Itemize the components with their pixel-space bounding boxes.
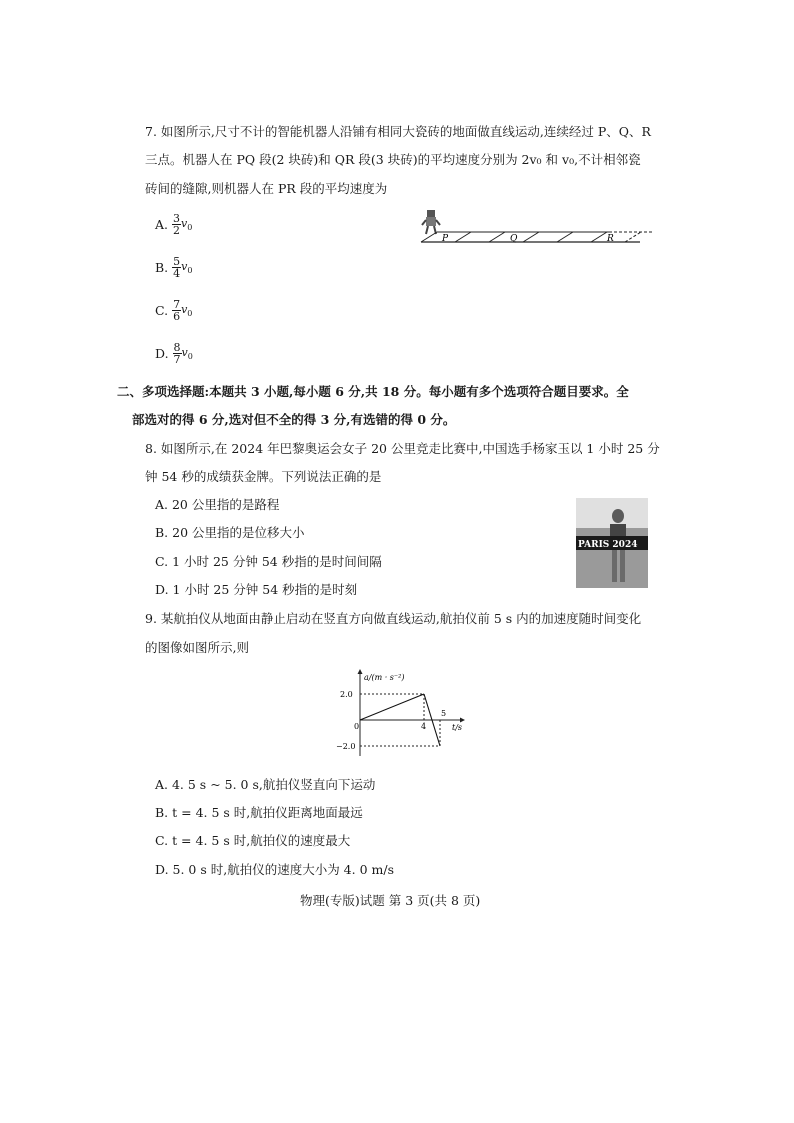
q7-line-1: 7. 如图所示,尺寸不计的智能机器人沿铺有相同大瓷砖的地面做直线运动,连续经过 P、Q、R — [145, 124, 651, 139]
q7-line-3: 砖间的缝隙,则机器人在 PR 段的平均速度为 — [145, 181, 388, 196]
q7-tile-figure — [415, 208, 655, 248]
x-axis-label: t/s — [452, 723, 463, 732]
q7-option-c[interactable]: C. $\frac{7}{6}$ $v_0$ — [155, 298, 193, 323]
acceleration-time-chart — [330, 668, 475, 758]
y-axis-arrow — [358, 669, 363, 674]
q9-line-2: 的图像如图所示,则 — [145, 640, 249, 655]
athlete-photo — [576, 498, 648, 588]
q7-option-d[interactable]: D. $\frac{8}{7}$ $v_0$ — [155, 341, 193, 366]
q9-option-c[interactable]: C. t = 4. 5 s 时,航拍仪的速度最大 — [155, 833, 351, 848]
q7-line-2: 三点。机器人在 PQ 段(2 块砖)和 QR 段(3 块砖)的平均速度分别为 2v₀ 和 v₀,不计相邻瓷 — [145, 152, 641, 167]
label-q: Q — [510, 234, 518, 244]
finish-tape-text: PARIS 2024 — [578, 540, 638, 550]
tick-label: 4 — [421, 722, 427, 731]
x-axis-arrow — [460, 718, 465, 723]
q8-line-1: 8. 如图所示,在 2024 年巴黎奥运会女子 20 公里竞走比赛中,中国选手杨家玉以 1 小时 25 分 — [145, 441, 660, 456]
q8-line-2: 钟 54 秒的成绩获金牌。下列说法正确的是 — [145, 469, 382, 484]
q9-option-d[interactable]: D. 5. 0 s 时,航拍仪的速度大小为 4. 0 m/s — [155, 862, 394, 877]
tick-label: −2.0 — [336, 742, 356, 751]
q8-option-d[interactable]: D. 1 小时 25 分钟 54 秒指的是时刻 — [155, 582, 358, 597]
tick-label: 0 — [354, 722, 360, 731]
q8-option-b[interactable]: B. 20 公里指的是位移大小 — [155, 525, 305, 540]
tick-label: 5 — [441, 709, 447, 718]
section-2-heading-cont: 部选对的得 6 分,选对但不全的得 3 分,有选错的得 0 分。 — [132, 412, 456, 427]
section-2-heading: 二、多项选择题:本题共 3 小题,每小题 6 分,共 18 分。每小题有多个选项符合题目要求。全 — [117, 384, 629, 399]
label-p: P — [442, 234, 449, 244]
page-footer: 物理(专版)试题 第 3 页(共 8 页) — [300, 893, 481, 908]
q7-option-b[interactable]: B. $\frac{5}{4}$ $v_0$ — [155, 255, 193, 280]
series-segment — [360, 694, 424, 720]
robot-icon — [422, 210, 440, 234]
y-axis-label: a/(m · s⁻²) — [364, 673, 405, 682]
label-r: R — [607, 234, 614, 244]
tick-label: 2.0 — [340, 690, 353, 699]
q9-option-a[interactable]: A. 4. 5 s ~ 5. 0 s,航拍仪竖直向下运动 — [155, 777, 376, 792]
q7-option-a[interactable]: A. $\frac{3}{2}$ $v_0$ — [155, 212, 193, 237]
q9-line-1: 9. 某航拍仪从地面由静止启动在竖直方向做直线运动,航拍仪前 5 s 内的加速度随时间变化 — [145, 611, 642, 626]
q8-option-a[interactable]: A. 20 公里指的是路程 — [155, 497, 280, 512]
q8-option-c[interactable]: C. 1 小时 25 分钟 54 秒指的是时间间隔 — [155, 554, 382, 569]
q9-option-b[interactable]: B. t = 4. 5 s 时,航拍仪距离地面最远 — [155, 805, 363, 820]
